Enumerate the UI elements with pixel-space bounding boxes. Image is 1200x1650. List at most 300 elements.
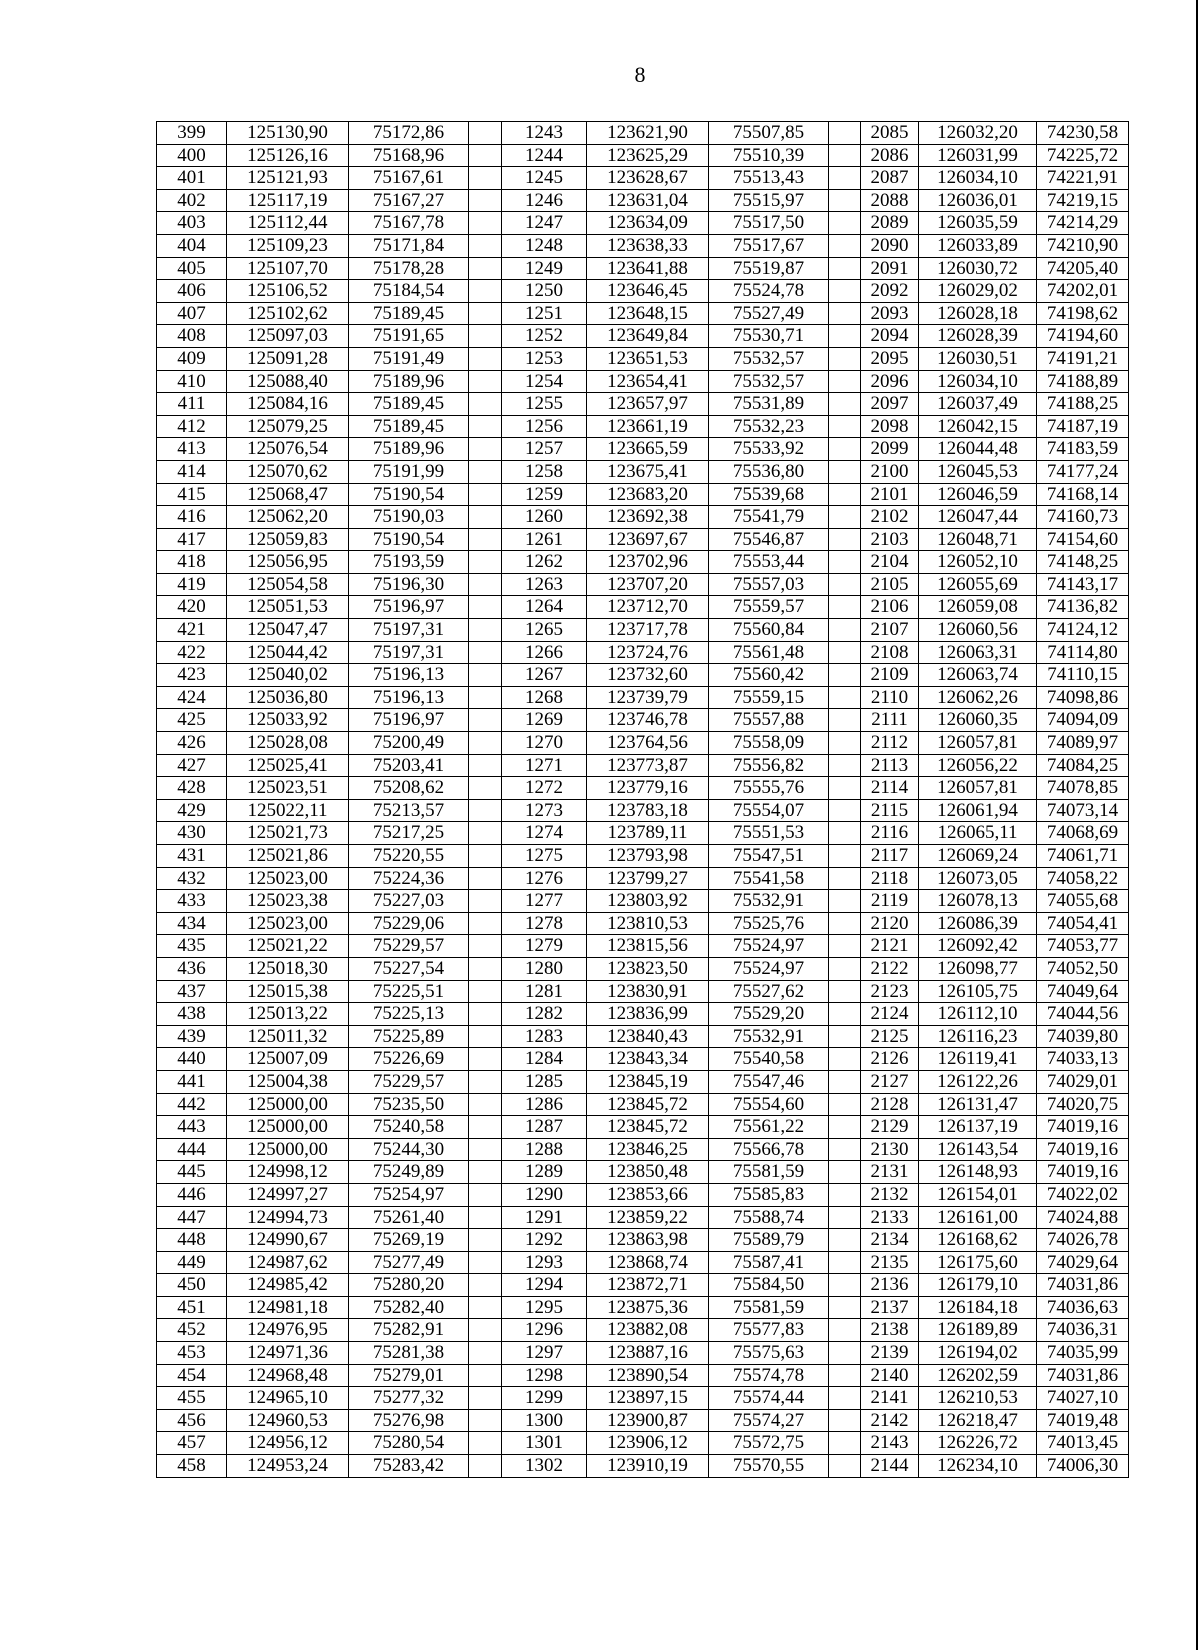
point-number-cell: 455 bbox=[157, 1387, 227, 1410]
x-coordinate-cell: 125088,40 bbox=[227, 370, 349, 393]
point-number-cell: 1278 bbox=[502, 912, 587, 935]
point-number-cell: 2090 bbox=[861, 234, 919, 257]
y-coordinate-cell: 75554,07 bbox=[709, 799, 829, 822]
spacer-cell bbox=[469, 1138, 502, 1161]
x-coordinate-cell: 123707,20 bbox=[587, 573, 709, 596]
point-number-cell: 1265 bbox=[502, 619, 587, 642]
x-coordinate-cell: 125076,54 bbox=[227, 438, 349, 461]
x-coordinate-cell: 123815,56 bbox=[587, 935, 709, 958]
y-coordinate-cell: 74187,19 bbox=[1037, 415, 1129, 438]
x-coordinate-cell: 123836,99 bbox=[587, 1003, 709, 1026]
spacer-cell bbox=[469, 302, 502, 325]
y-coordinate-cell: 74177,24 bbox=[1037, 460, 1129, 483]
x-coordinate-cell: 125112,44 bbox=[227, 212, 349, 235]
y-coordinate-cell: 74027,10 bbox=[1037, 1387, 1129, 1410]
y-coordinate-cell: 75191,99 bbox=[349, 460, 469, 483]
spacer-cell bbox=[469, 370, 502, 393]
point-number-cell: 1258 bbox=[502, 460, 587, 483]
spacer-cell bbox=[829, 890, 861, 913]
x-coordinate-cell: 123665,59 bbox=[587, 438, 709, 461]
x-coordinate-cell: 126119,41 bbox=[919, 1048, 1037, 1071]
y-coordinate-cell: 75572,75 bbox=[709, 1432, 829, 1455]
x-coordinate-cell: 125000,00 bbox=[227, 1116, 349, 1139]
y-coordinate-cell: 75229,57 bbox=[349, 1070, 469, 1093]
x-coordinate-cell: 124960,53 bbox=[227, 1409, 349, 1432]
table-row bbox=[157, 1048, 1129, 1071]
y-coordinate-cell: 75280,54 bbox=[349, 1432, 469, 1455]
x-coordinate-cell: 126112,10 bbox=[919, 1003, 1037, 1026]
point-number-cell: 431 bbox=[157, 845, 227, 868]
x-coordinate-cell: 126044,48 bbox=[919, 438, 1037, 461]
y-coordinate-cell: 75282,40 bbox=[349, 1296, 469, 1319]
table-row bbox=[157, 1183, 1129, 1206]
x-coordinate-cell: 123823,50 bbox=[587, 957, 709, 980]
y-coordinate-cell: 74019,16 bbox=[1037, 1161, 1129, 1184]
point-number-cell: 419 bbox=[157, 573, 227, 596]
y-coordinate-cell: 74168,14 bbox=[1037, 483, 1129, 506]
y-coordinate-cell: 74036,31 bbox=[1037, 1319, 1129, 1342]
y-coordinate-cell: 74006,30 bbox=[1037, 1455, 1129, 1478]
x-coordinate-cell: 126069,24 bbox=[919, 845, 1037, 868]
x-coordinate-cell: 126036,01 bbox=[919, 189, 1037, 212]
y-coordinate-cell: 74148,25 bbox=[1037, 551, 1129, 574]
spacer-cell bbox=[829, 1364, 861, 1387]
y-coordinate-cell: 74019,16 bbox=[1037, 1116, 1129, 1139]
x-coordinate-cell: 126035,59 bbox=[919, 212, 1037, 235]
page-edge-rule bbox=[1196, 0, 1198, 1650]
point-number-cell: 1274 bbox=[502, 822, 587, 845]
y-coordinate-cell: 74024,88 bbox=[1037, 1206, 1129, 1229]
x-coordinate-cell: 126131,47 bbox=[919, 1093, 1037, 1116]
y-coordinate-cell: 75540,58 bbox=[709, 1048, 829, 1071]
x-coordinate-cell: 123646,45 bbox=[587, 280, 709, 303]
x-coordinate-cell: 123675,41 bbox=[587, 460, 709, 483]
spacer-cell bbox=[469, 415, 502, 438]
y-coordinate-cell: 74058,22 bbox=[1037, 867, 1129, 890]
point-number-cell: 1256 bbox=[502, 415, 587, 438]
x-coordinate-cell: 126059,08 bbox=[919, 596, 1037, 619]
point-number-cell: 1272 bbox=[502, 777, 587, 800]
y-coordinate-cell: 75527,62 bbox=[709, 980, 829, 1003]
point-number-cell: 2138 bbox=[861, 1319, 919, 1342]
spacer-cell bbox=[469, 234, 502, 257]
point-number-cell: 435 bbox=[157, 935, 227, 958]
point-number-cell: 1296 bbox=[502, 1319, 587, 1342]
x-coordinate-cell: 124968,48 bbox=[227, 1364, 349, 1387]
spacer-cell bbox=[469, 1093, 502, 1116]
y-coordinate-cell: 75196,13 bbox=[349, 664, 469, 687]
table-row bbox=[157, 822, 1129, 845]
spacer-cell bbox=[829, 506, 861, 529]
y-coordinate-cell: 75280,20 bbox=[349, 1274, 469, 1297]
y-coordinate-cell: 74210,90 bbox=[1037, 234, 1129, 257]
y-coordinate-cell: 75282,91 bbox=[349, 1319, 469, 1342]
spacer-cell bbox=[469, 483, 502, 506]
x-coordinate-cell: 126154,01 bbox=[919, 1183, 1037, 1206]
point-number-cell: 2125 bbox=[861, 1025, 919, 1048]
x-coordinate-cell: 126061,94 bbox=[919, 799, 1037, 822]
table-row bbox=[157, 980, 1129, 1003]
point-number-cell: 2142 bbox=[861, 1409, 919, 1432]
y-coordinate-cell: 74188,89 bbox=[1037, 370, 1129, 393]
y-coordinate-cell: 75561,22 bbox=[709, 1116, 829, 1139]
x-coordinate-cell: 123779,16 bbox=[587, 777, 709, 800]
x-coordinate-cell: 126028,39 bbox=[919, 325, 1037, 348]
point-number-cell: 1259 bbox=[502, 483, 587, 506]
x-coordinate-cell: 125059,83 bbox=[227, 528, 349, 551]
table-row bbox=[157, 393, 1129, 416]
x-coordinate-cell: 126098,77 bbox=[919, 957, 1037, 980]
x-coordinate-cell: 125117,19 bbox=[227, 189, 349, 212]
point-number-cell: 2100 bbox=[861, 460, 919, 483]
x-coordinate-cell: 126116,23 bbox=[919, 1025, 1037, 1048]
point-number-cell: 2109 bbox=[861, 664, 919, 687]
spacer-cell bbox=[469, 1296, 502, 1319]
point-number-cell: 2089 bbox=[861, 212, 919, 235]
y-coordinate-cell: 74033,13 bbox=[1037, 1048, 1129, 1071]
table-row bbox=[157, 551, 1129, 574]
point-number-cell: 451 bbox=[157, 1296, 227, 1319]
table-row bbox=[157, 280, 1129, 303]
spacer-cell bbox=[829, 483, 861, 506]
y-coordinate-cell: 75519,87 bbox=[709, 257, 829, 280]
spacer-cell bbox=[829, 732, 861, 755]
y-coordinate-cell: 75178,28 bbox=[349, 257, 469, 280]
table-row bbox=[157, 1206, 1129, 1229]
y-coordinate-cell: 74202,01 bbox=[1037, 280, 1129, 303]
point-number-cell: 1286 bbox=[502, 1093, 587, 1116]
x-coordinate-cell: 123625,29 bbox=[587, 144, 709, 167]
x-coordinate-cell: 125023,51 bbox=[227, 777, 349, 800]
x-coordinate-cell: 123900,87 bbox=[587, 1409, 709, 1432]
spacer-cell bbox=[469, 1455, 502, 1478]
point-number-cell: 1297 bbox=[502, 1342, 587, 1365]
x-coordinate-cell: 123732,60 bbox=[587, 664, 709, 687]
spacer-cell bbox=[469, 1229, 502, 1252]
point-number-cell: 2096 bbox=[861, 370, 919, 393]
y-coordinate-cell: 75585,83 bbox=[709, 1183, 829, 1206]
spacer-cell bbox=[829, 460, 861, 483]
y-coordinate-cell: 75189,45 bbox=[349, 415, 469, 438]
spacer-cell bbox=[469, 686, 502, 709]
y-coordinate-cell: 75560,84 bbox=[709, 619, 829, 642]
spacer-cell bbox=[469, 189, 502, 212]
x-coordinate-cell: 123641,88 bbox=[587, 257, 709, 280]
y-coordinate-cell: 74194,60 bbox=[1037, 325, 1129, 348]
x-coordinate-cell: 124976,95 bbox=[227, 1319, 349, 1342]
spacer-cell bbox=[829, 1296, 861, 1319]
y-coordinate-cell: 75283,42 bbox=[349, 1455, 469, 1478]
y-coordinate-cell: 74225,72 bbox=[1037, 144, 1129, 167]
spacer-cell bbox=[469, 528, 502, 551]
x-coordinate-cell: 126092,42 bbox=[919, 935, 1037, 958]
table-row bbox=[157, 1229, 1129, 1252]
spacer-cell bbox=[469, 980, 502, 1003]
spacer-cell bbox=[829, 1229, 861, 1252]
y-coordinate-cell: 74183,59 bbox=[1037, 438, 1129, 461]
y-coordinate-cell: 75524,78 bbox=[709, 280, 829, 303]
x-coordinate-cell: 126029,02 bbox=[919, 280, 1037, 303]
point-number-cell: 1255 bbox=[502, 393, 587, 416]
x-coordinate-cell: 124953,24 bbox=[227, 1455, 349, 1478]
y-coordinate-cell: 75229,06 bbox=[349, 912, 469, 935]
y-coordinate-cell: 74188,25 bbox=[1037, 393, 1129, 416]
spacer-cell bbox=[469, 822, 502, 845]
y-coordinate-cell: 74073,14 bbox=[1037, 799, 1129, 822]
point-number-cell: 1273 bbox=[502, 799, 587, 822]
y-coordinate-cell: 75525,76 bbox=[709, 912, 829, 935]
point-number-cell: 406 bbox=[157, 280, 227, 303]
y-coordinate-cell: 75581,59 bbox=[709, 1161, 829, 1184]
point-number-cell: 2101 bbox=[861, 483, 919, 506]
spacer-cell bbox=[829, 596, 861, 619]
spacer-cell bbox=[829, 393, 861, 416]
x-coordinate-cell: 123799,27 bbox=[587, 867, 709, 890]
spacer-cell bbox=[829, 551, 861, 574]
point-number-cell: 1291 bbox=[502, 1206, 587, 1229]
table-row bbox=[157, 257, 1129, 280]
y-coordinate-cell: 75196,97 bbox=[349, 709, 469, 732]
y-coordinate-cell: 75570,55 bbox=[709, 1455, 829, 1478]
x-coordinate-cell: 126042,15 bbox=[919, 415, 1037, 438]
y-coordinate-cell: 75524,97 bbox=[709, 935, 829, 958]
table-row bbox=[157, 1342, 1129, 1365]
point-number-cell: 450 bbox=[157, 1274, 227, 1297]
x-coordinate-cell: 125022,11 bbox=[227, 799, 349, 822]
x-coordinate-cell: 123845,72 bbox=[587, 1093, 709, 1116]
point-number-cell: 1284 bbox=[502, 1048, 587, 1071]
point-number-cell: 2093 bbox=[861, 302, 919, 325]
spacer-cell bbox=[829, 867, 861, 890]
x-coordinate-cell: 125023,38 bbox=[227, 890, 349, 913]
spacer-cell bbox=[829, 212, 861, 235]
table-row bbox=[157, 573, 1129, 596]
x-coordinate-cell: 123773,87 bbox=[587, 754, 709, 777]
point-number-cell: 1244 bbox=[502, 144, 587, 167]
x-coordinate-cell: 123692,38 bbox=[587, 506, 709, 529]
point-number-cell: 2118 bbox=[861, 867, 919, 890]
point-number-cell: 446 bbox=[157, 1183, 227, 1206]
spacer-cell bbox=[829, 1003, 861, 1026]
point-number-cell: 441 bbox=[157, 1070, 227, 1093]
x-coordinate-cell: 123628,67 bbox=[587, 167, 709, 190]
y-coordinate-cell: 75196,97 bbox=[349, 596, 469, 619]
point-number-cell: 2134 bbox=[861, 1229, 919, 1252]
spacer-cell bbox=[829, 325, 861, 348]
table-row bbox=[157, 777, 1129, 800]
x-coordinate-cell: 125000,00 bbox=[227, 1093, 349, 1116]
x-coordinate-cell: 126073,05 bbox=[919, 867, 1037, 890]
y-coordinate-cell: 74094,09 bbox=[1037, 709, 1129, 732]
point-number-cell: 1298 bbox=[502, 1364, 587, 1387]
spacer-cell bbox=[829, 912, 861, 935]
spacer-cell bbox=[829, 1319, 861, 1342]
spacer-cell bbox=[469, 777, 502, 800]
y-coordinate-cell: 74230,58 bbox=[1037, 122, 1129, 145]
point-number-cell: 1299 bbox=[502, 1387, 587, 1410]
point-number-cell: 438 bbox=[157, 1003, 227, 1026]
point-number-cell: 453 bbox=[157, 1342, 227, 1365]
point-number-cell: 1260 bbox=[502, 506, 587, 529]
x-coordinate-cell: 125091,28 bbox=[227, 347, 349, 370]
spacer-cell bbox=[469, 619, 502, 642]
x-coordinate-cell: 125047,47 bbox=[227, 619, 349, 642]
point-number-cell: 2094 bbox=[861, 325, 919, 348]
table-row bbox=[157, 212, 1129, 235]
x-coordinate-cell: 123830,91 bbox=[587, 980, 709, 1003]
point-number-cell: 424 bbox=[157, 686, 227, 709]
y-coordinate-cell: 75560,42 bbox=[709, 664, 829, 687]
y-coordinate-cell: 75189,96 bbox=[349, 438, 469, 461]
x-coordinate-cell: 123746,78 bbox=[587, 709, 709, 732]
table-row bbox=[157, 460, 1129, 483]
spacer-cell bbox=[469, 596, 502, 619]
y-coordinate-cell: 75588,74 bbox=[709, 1206, 829, 1229]
x-coordinate-cell: 125068,47 bbox=[227, 483, 349, 506]
y-coordinate-cell: 75577,83 bbox=[709, 1319, 829, 1342]
spacer-cell bbox=[829, 1070, 861, 1093]
x-coordinate-cell: 123634,09 bbox=[587, 212, 709, 235]
y-coordinate-cell: 75517,67 bbox=[709, 234, 829, 257]
point-number-cell: 2099 bbox=[861, 438, 919, 461]
y-coordinate-cell: 75190,54 bbox=[349, 483, 469, 506]
x-coordinate-cell: 126161,00 bbox=[919, 1206, 1037, 1229]
y-coordinate-cell: 75547,51 bbox=[709, 845, 829, 868]
point-number-cell: 2121 bbox=[861, 935, 919, 958]
x-coordinate-cell: 123661,19 bbox=[587, 415, 709, 438]
y-coordinate-cell: 75557,03 bbox=[709, 573, 829, 596]
y-coordinate-cell: 75167,78 bbox=[349, 212, 469, 235]
spacer-cell bbox=[829, 257, 861, 280]
x-coordinate-cell: 123651,53 bbox=[587, 347, 709, 370]
y-coordinate-cell: 75235,50 bbox=[349, 1093, 469, 1116]
spacer-cell bbox=[829, 754, 861, 777]
x-coordinate-cell: 125004,38 bbox=[227, 1070, 349, 1093]
point-number-cell: 1243 bbox=[502, 122, 587, 145]
table-row bbox=[157, 596, 1129, 619]
x-coordinate-cell: 123717,78 bbox=[587, 619, 709, 642]
x-coordinate-cell: 126056,22 bbox=[919, 754, 1037, 777]
table-row bbox=[157, 144, 1129, 167]
x-coordinate-cell: 125040,02 bbox=[227, 664, 349, 687]
x-coordinate-cell: 123697,67 bbox=[587, 528, 709, 551]
x-coordinate-cell: 123850,48 bbox=[587, 1161, 709, 1184]
table-row bbox=[157, 415, 1129, 438]
y-coordinate-cell: 75229,57 bbox=[349, 935, 469, 958]
point-number-cell: 420 bbox=[157, 596, 227, 619]
x-coordinate-cell: 126168,62 bbox=[919, 1229, 1037, 1252]
x-coordinate-cell: 126175,60 bbox=[919, 1251, 1037, 1274]
spacer-cell bbox=[829, 1116, 861, 1139]
x-coordinate-cell: 126057,81 bbox=[919, 777, 1037, 800]
y-coordinate-cell: 75277,32 bbox=[349, 1387, 469, 1410]
x-coordinate-cell: 123789,11 bbox=[587, 822, 709, 845]
y-coordinate-cell: 74055,68 bbox=[1037, 890, 1129, 913]
x-coordinate-cell: 125051,53 bbox=[227, 596, 349, 619]
y-coordinate-cell: 74084,25 bbox=[1037, 754, 1129, 777]
point-number-cell: 418 bbox=[157, 551, 227, 574]
x-coordinate-cell: 123803,92 bbox=[587, 890, 709, 913]
y-coordinate-cell: 75532,91 bbox=[709, 1025, 829, 1048]
point-number-cell: 1290 bbox=[502, 1183, 587, 1206]
table-row bbox=[157, 1161, 1129, 1184]
coordinates-table-body bbox=[157, 122, 1129, 1478]
y-coordinate-cell: 75193,59 bbox=[349, 551, 469, 574]
table-row bbox=[157, 890, 1129, 913]
table-row bbox=[157, 619, 1129, 642]
point-number-cell: 2095 bbox=[861, 347, 919, 370]
y-coordinate-cell: 74214,29 bbox=[1037, 212, 1129, 235]
x-coordinate-cell: 124997,27 bbox=[227, 1183, 349, 1206]
point-number-cell: 1267 bbox=[502, 664, 587, 687]
spacer-cell bbox=[829, 777, 861, 800]
spacer-cell bbox=[829, 1387, 861, 1410]
spacer-cell bbox=[829, 573, 861, 596]
x-coordinate-cell: 125062,20 bbox=[227, 506, 349, 529]
y-coordinate-cell: 74205,40 bbox=[1037, 257, 1129, 280]
point-number-cell: 422 bbox=[157, 641, 227, 664]
point-number-cell: 2113 bbox=[861, 754, 919, 777]
spacer-cell bbox=[829, 1183, 861, 1206]
spacer-cell bbox=[469, 347, 502, 370]
x-coordinate-cell: 125021,86 bbox=[227, 845, 349, 868]
spacer-cell bbox=[469, 1274, 502, 1297]
point-number-cell: 400 bbox=[157, 144, 227, 167]
y-coordinate-cell: 74031,86 bbox=[1037, 1364, 1129, 1387]
x-coordinate-cell: 123793,98 bbox=[587, 845, 709, 868]
spacer-cell bbox=[469, 167, 502, 190]
spacer-cell bbox=[469, 890, 502, 913]
point-number-cell: 411 bbox=[157, 393, 227, 416]
spacer-cell bbox=[829, 1048, 861, 1071]
x-coordinate-cell: 125011,32 bbox=[227, 1025, 349, 1048]
spacer-cell bbox=[829, 438, 861, 461]
point-number-cell: 452 bbox=[157, 1319, 227, 1342]
point-number-cell: 2129 bbox=[861, 1116, 919, 1139]
spacer-cell bbox=[829, 189, 861, 212]
x-coordinate-cell: 124965,10 bbox=[227, 1387, 349, 1410]
y-coordinate-cell: 75527,49 bbox=[709, 302, 829, 325]
y-coordinate-cell: 74061,71 bbox=[1037, 845, 1129, 868]
point-number-cell: 1269 bbox=[502, 709, 587, 732]
y-coordinate-cell: 74068,69 bbox=[1037, 822, 1129, 845]
point-number-cell: 445 bbox=[157, 1161, 227, 1184]
x-coordinate-cell: 125121,93 bbox=[227, 167, 349, 190]
point-number-cell: 2098 bbox=[861, 415, 919, 438]
y-coordinate-cell: 75208,62 bbox=[349, 777, 469, 800]
point-number-cell: 2136 bbox=[861, 1274, 919, 1297]
point-number-cell: 1292 bbox=[502, 1229, 587, 1252]
spacer-cell bbox=[469, 1161, 502, 1184]
spacer-cell bbox=[469, 1116, 502, 1139]
spacer-cell bbox=[829, 799, 861, 822]
point-number-cell: 425 bbox=[157, 709, 227, 732]
y-coordinate-cell: 74089,97 bbox=[1037, 732, 1129, 755]
point-number-cell: 1245 bbox=[502, 167, 587, 190]
point-number-cell: 2141 bbox=[861, 1387, 919, 1410]
table-row bbox=[157, 1138, 1129, 1161]
x-coordinate-cell: 126046,59 bbox=[919, 483, 1037, 506]
spacer-cell bbox=[469, 1432, 502, 1455]
point-number-cell: 1294 bbox=[502, 1274, 587, 1297]
point-number-cell: 2127 bbox=[861, 1070, 919, 1093]
y-coordinate-cell: 75224,36 bbox=[349, 867, 469, 890]
point-number-cell: 2106 bbox=[861, 596, 919, 619]
y-coordinate-cell: 75559,15 bbox=[709, 686, 829, 709]
y-coordinate-cell: 75217,25 bbox=[349, 822, 469, 845]
point-number-cell: 1261 bbox=[502, 528, 587, 551]
y-coordinate-cell: 75196,30 bbox=[349, 573, 469, 596]
